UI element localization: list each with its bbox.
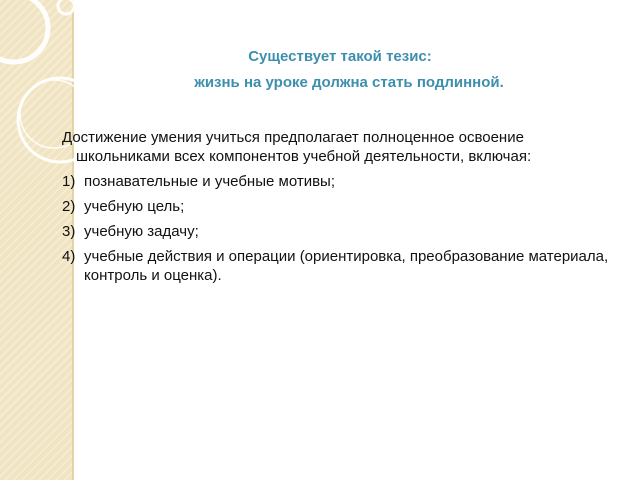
body-text	[62, 128, 622, 291]
list-item-number: 4)	[62, 248, 76, 265]
list-item-text: учебную цель;	[84, 198, 185, 215]
intro-paragraph: Достижение умения учиться предполагает полноценное освоение школьниками всех компонентов учебной деятельности, включая:	[62, 129, 532, 165]
title-line-1: Существует такой тезис:	[248, 48, 432, 65]
list-item	[62, 197, 622, 216]
title-line-2: жизнь на уроке должна стать подлинной.	[194, 74, 504, 91]
list-item-number: 3)	[62, 223, 76, 240]
list-item	[62, 172, 622, 191]
list-item-text: учебные действия и операции (ориентировка, преобразование материала, контроль и оценка).	[84, 248, 609, 284]
list-item-text: учебную задачу;	[84, 223, 199, 240]
components-list	[62, 172, 622, 285]
list-item	[62, 247, 622, 285]
list-item-number: 1)	[62, 173, 76, 190]
list-item-text: познавательные и учебные мотивы;	[84, 173, 335, 190]
list-item	[62, 222, 622, 241]
slide-title	[80, 44, 600, 96]
list-item-number: 2)	[62, 198, 76, 215]
